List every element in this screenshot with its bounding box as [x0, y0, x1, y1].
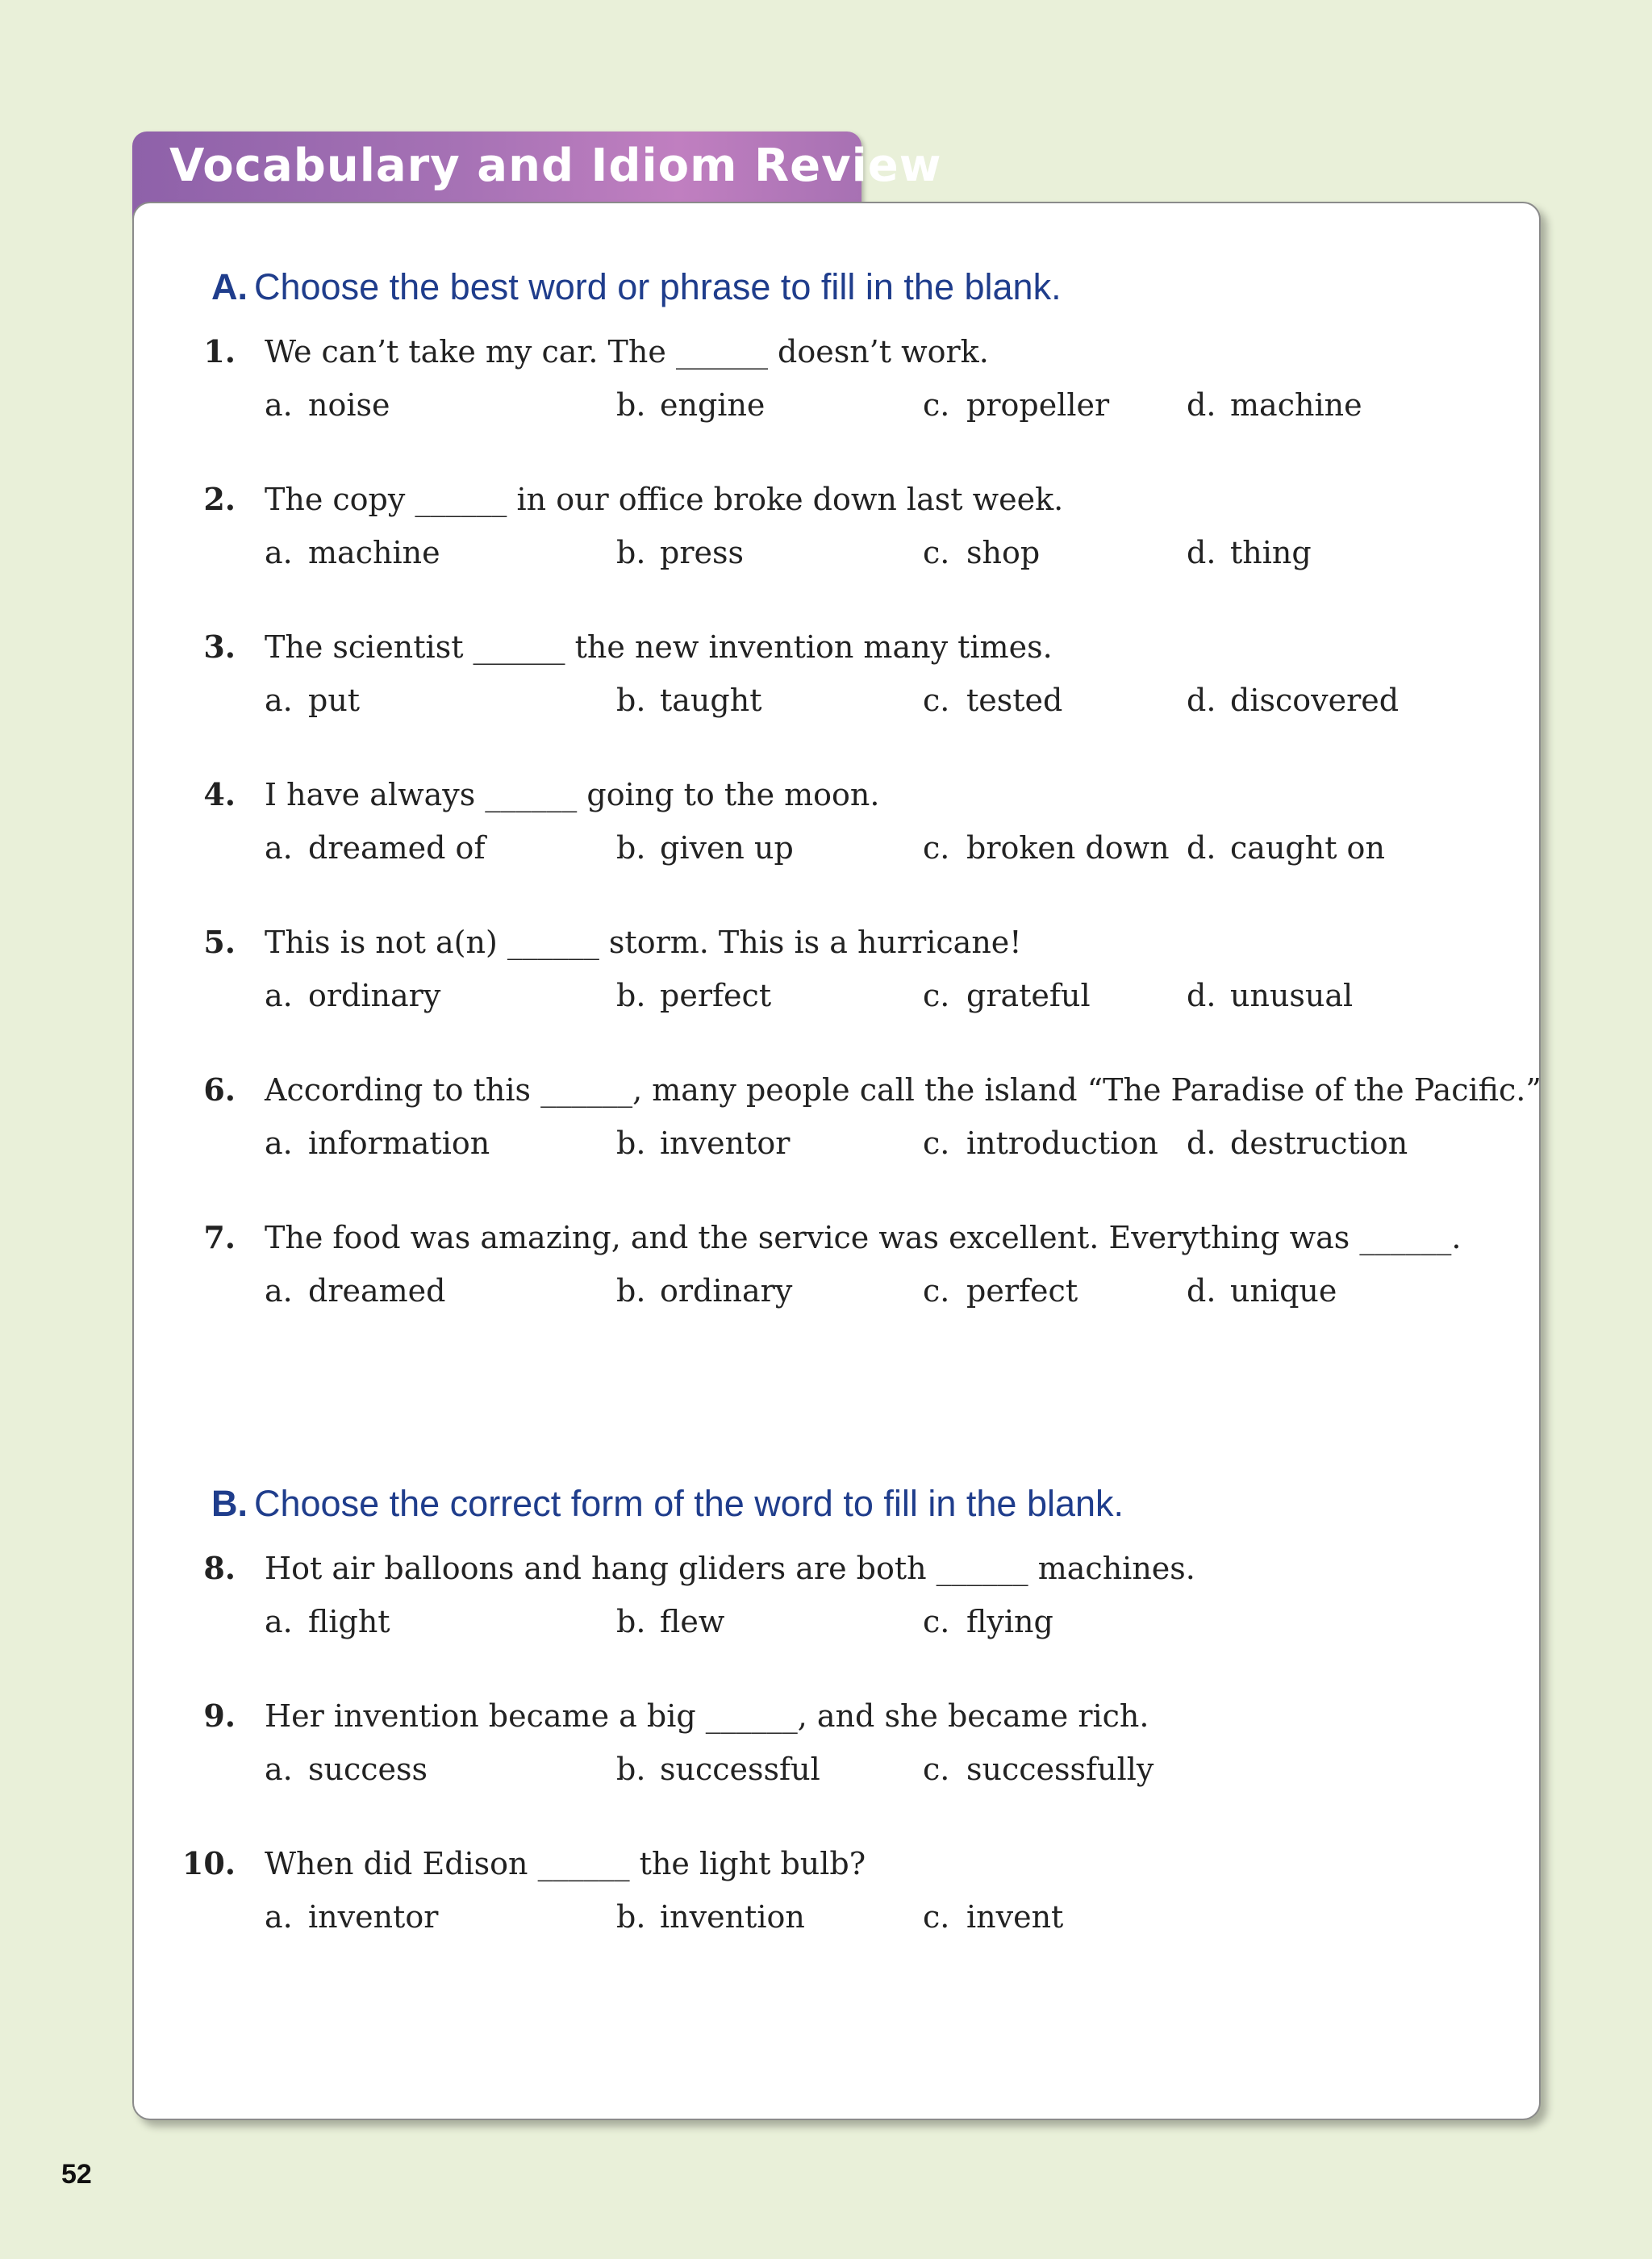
option-c[interactable]: c. broken down — [923, 830, 1170, 866]
option-d[interactable]: d. machine — [1187, 387, 1362, 423]
question-stem: The scientist ______ the new invention many times. — [265, 629, 1053, 665]
question-9 — [134, 1695, 1539, 1808]
option-b[interactable]: b. press — [616, 535, 744, 570]
option-c[interactable]: c. propeller — [923, 387, 1110, 423]
question-stem: This is not a(n) ______ storm. This is a hurricane! — [265, 925, 1022, 960]
page-number: 52 — [61, 2159, 92, 2190]
question-number: 7. — [203, 1219, 236, 1255]
option-b[interactable]: b. ordinary — [616, 1273, 793, 1309]
option-d[interactable]: d. discovered — [1187, 683, 1400, 718]
question-number: 2. — [203, 481, 236, 517]
question-stem: The copy ______ in our office broke down last week. — [265, 482, 1064, 517]
question-number: 6. — [203, 1071, 236, 1108]
question-number: 10. — [181, 1845, 236, 1881]
option-d[interactable]: d. caught on — [1187, 830, 1385, 866]
option-a[interactable]: a. noise — [265, 387, 390, 423]
question-8 — [134, 1547, 1539, 1660]
question-stem: Her invention became a big ______, and she became rich. — [265, 1698, 1149, 1734]
question-stem: Hot air balloons and hang gliders are both ______ machines. — [265, 1551, 1195, 1586]
option-b[interactable]: b. flew — [616, 1604, 725, 1639]
option-b[interactable]: b. invention — [616, 1899, 805, 1935]
option-b[interactable]: b. successful — [616, 1752, 820, 1787]
question-stem: The food was amazing, and the service was excellent. Everything was ______. — [265, 1220, 1462, 1255]
question-number: 3. — [203, 628, 236, 665]
option-a[interactable]: a. success — [265, 1752, 428, 1787]
question-number: 5. — [203, 924, 236, 960]
option-a[interactable]: a. inventor — [265, 1899, 439, 1935]
option-b[interactable]: b. taught — [616, 683, 762, 718]
section-instruction: Choose the correct form of the word to fill in the blank. — [254, 1483, 1124, 1524]
option-c[interactable]: c. grateful — [923, 978, 1091, 1013]
option-c[interactable]: c. perfect — [923, 1273, 1078, 1309]
question-stem: I have always ______ going to the moon. — [265, 777, 880, 812]
question-1 — [134, 331, 1539, 444]
option-c[interactable]: c. tested — [923, 683, 1063, 718]
option-b[interactable]: b. perfect — [616, 978, 772, 1013]
option-b[interactable]: b. inventor — [616, 1125, 791, 1161]
section-letter: B. — [211, 1483, 248, 1524]
question-7 — [134, 1217, 1539, 1330]
question-number: 1. — [203, 333, 236, 370]
option-d[interactable]: d. unique — [1187, 1273, 1337, 1309]
section-letter: A. — [211, 266, 248, 307]
option-b[interactable]: b. engine — [616, 387, 766, 423]
page-title: Vocabulary and Idiom Review — [169, 140, 942, 192]
option-d[interactable]: d. unusual — [1187, 978, 1354, 1013]
question-4 — [134, 774, 1539, 887]
section-a-heading — [211, 266, 1062, 308]
option-a[interactable]: a. dreamed — [265, 1273, 446, 1309]
question-3 — [134, 626, 1539, 739]
question-stem: When did Edison ______ the light bulb? — [265, 1846, 866, 1881]
question-stem: We can’t take my car. The ______ doesn’t work. — [265, 334, 989, 370]
question-2 — [134, 478, 1539, 591]
exercise-card — [132, 202, 1541, 2120]
option-a[interactable]: a. information — [265, 1125, 490, 1161]
option-a[interactable]: a. dreamed of — [265, 830, 486, 866]
option-c[interactable]: c. introduction — [923, 1125, 1158, 1161]
option-b[interactable]: b. given up — [616, 830, 794, 866]
section-instruction: Choose the best word or phrase to fill in the blank. — [254, 266, 1062, 307]
option-a[interactable]: a. flight — [265, 1604, 390, 1639]
section-b-heading — [211, 1483, 1124, 1525]
question-number: 8. — [203, 1550, 236, 1586]
option-a[interactable]: a. ordinary — [265, 978, 441, 1013]
question-stem: According to this ______, many people call the island “The Paradise of the Pacific.” — [265, 1072, 1541, 1108]
option-c[interactable]: c. successfully — [923, 1752, 1154, 1787]
question-6 — [134, 1069, 1539, 1182]
question-number: 9. — [203, 1697, 236, 1734]
option-d[interactable]: d. thing — [1187, 535, 1312, 570]
option-a[interactable]: a. machine — [265, 535, 440, 570]
option-c[interactable]: c. shop — [923, 535, 1041, 570]
option-a[interactable]: a. put — [265, 683, 361, 718]
option-d[interactable]: d. destruction — [1187, 1125, 1408, 1161]
option-c[interactable]: c. invent — [923, 1899, 1064, 1935]
option-c[interactable]: c. flying — [923, 1604, 1053, 1639]
question-10 — [134, 1843, 1539, 1956]
question-number: 4. — [203, 776, 236, 812]
question-5 — [134, 921, 1539, 1034]
